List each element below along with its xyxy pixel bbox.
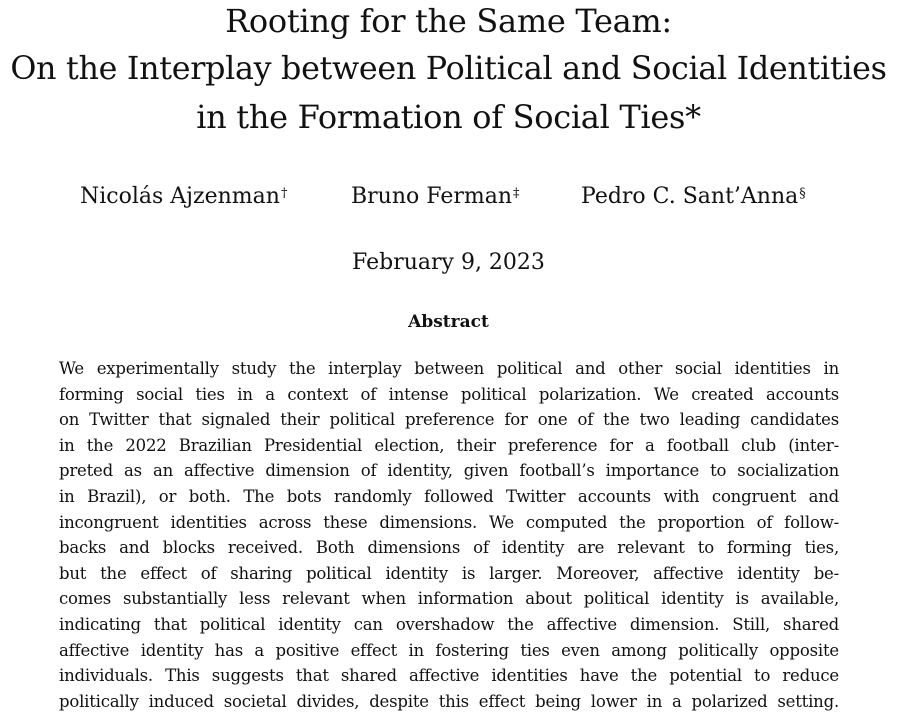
abstract-line: in the 2022 Brazilian Presidential election, their preference for a football club (inter- [59,435,839,455]
abstract-line: politically induced societal divides, despite this effect being lower in a polarized setting. [59,691,839,711]
author-3-footnote-mark: § [799,186,806,201]
abstract-heading: Abstract [408,312,489,332]
abstract-line: forming social ties in a context of intense political polarization. We created accounts [59,384,839,404]
abstract-line: backs and blocks received. Both dimensions of identity are relevant to forming ties, [59,538,839,558]
author-1-footnote-mark: † [280,186,288,201]
author-2-name: Bruno Ferman [351,184,513,209]
author-2 [351,182,520,212]
abstract-line: in Brazil), or both. The bots randomly followed Twitter accounts with congruent and [59,486,839,506]
abstract-line: incongruent identities across these dimensions. We computed the proportion of follow- [59,512,839,532]
abstract-body [59,356,839,714]
abstract-line: We experimentally study the interplay between political and other social identities in [59,359,839,378]
abstract-line: indicating that political identity can overshadow the affective dimension. Still, shared [59,614,839,634]
title-line-1: Rooting for the Same Team: [225,2,672,40]
title-line-2: On the Interplay between Political and Social Identities [10,51,887,87]
author-2-footnote-mark: ‡ [513,186,520,201]
author-3 [581,182,806,212]
author-3-name: Pedro C. Sant’Anna [581,184,799,209]
abstract-line: affective identity has a positive effect in fostering ties even among politically opposite [59,640,839,660]
title-line-3: in the Formation of Social Ties* [196,98,701,136]
publication-date: February 9, 2023 [352,250,545,275]
abstract-line: but the effect of sharing political identity is larger. Moreover, affective identity be- [59,563,839,583]
author-1 [80,182,287,212]
abstract-line: preted as an affective dimension of identity, given football’s importance to socialization [59,461,839,481]
paper-title [0,0,897,141]
abstract-line: individuals. This suggests that shared affective identities have the potential to reduce [59,666,839,686]
author-list [0,182,897,214]
author-1-name: Nicolás Ajzenman [80,184,280,209]
abstract-line: on Twitter that signaled their political preference for one of the two leading candidates [59,410,839,430]
abstract-line: comes substantially less relevant when information about political identity is available, [59,589,839,609]
